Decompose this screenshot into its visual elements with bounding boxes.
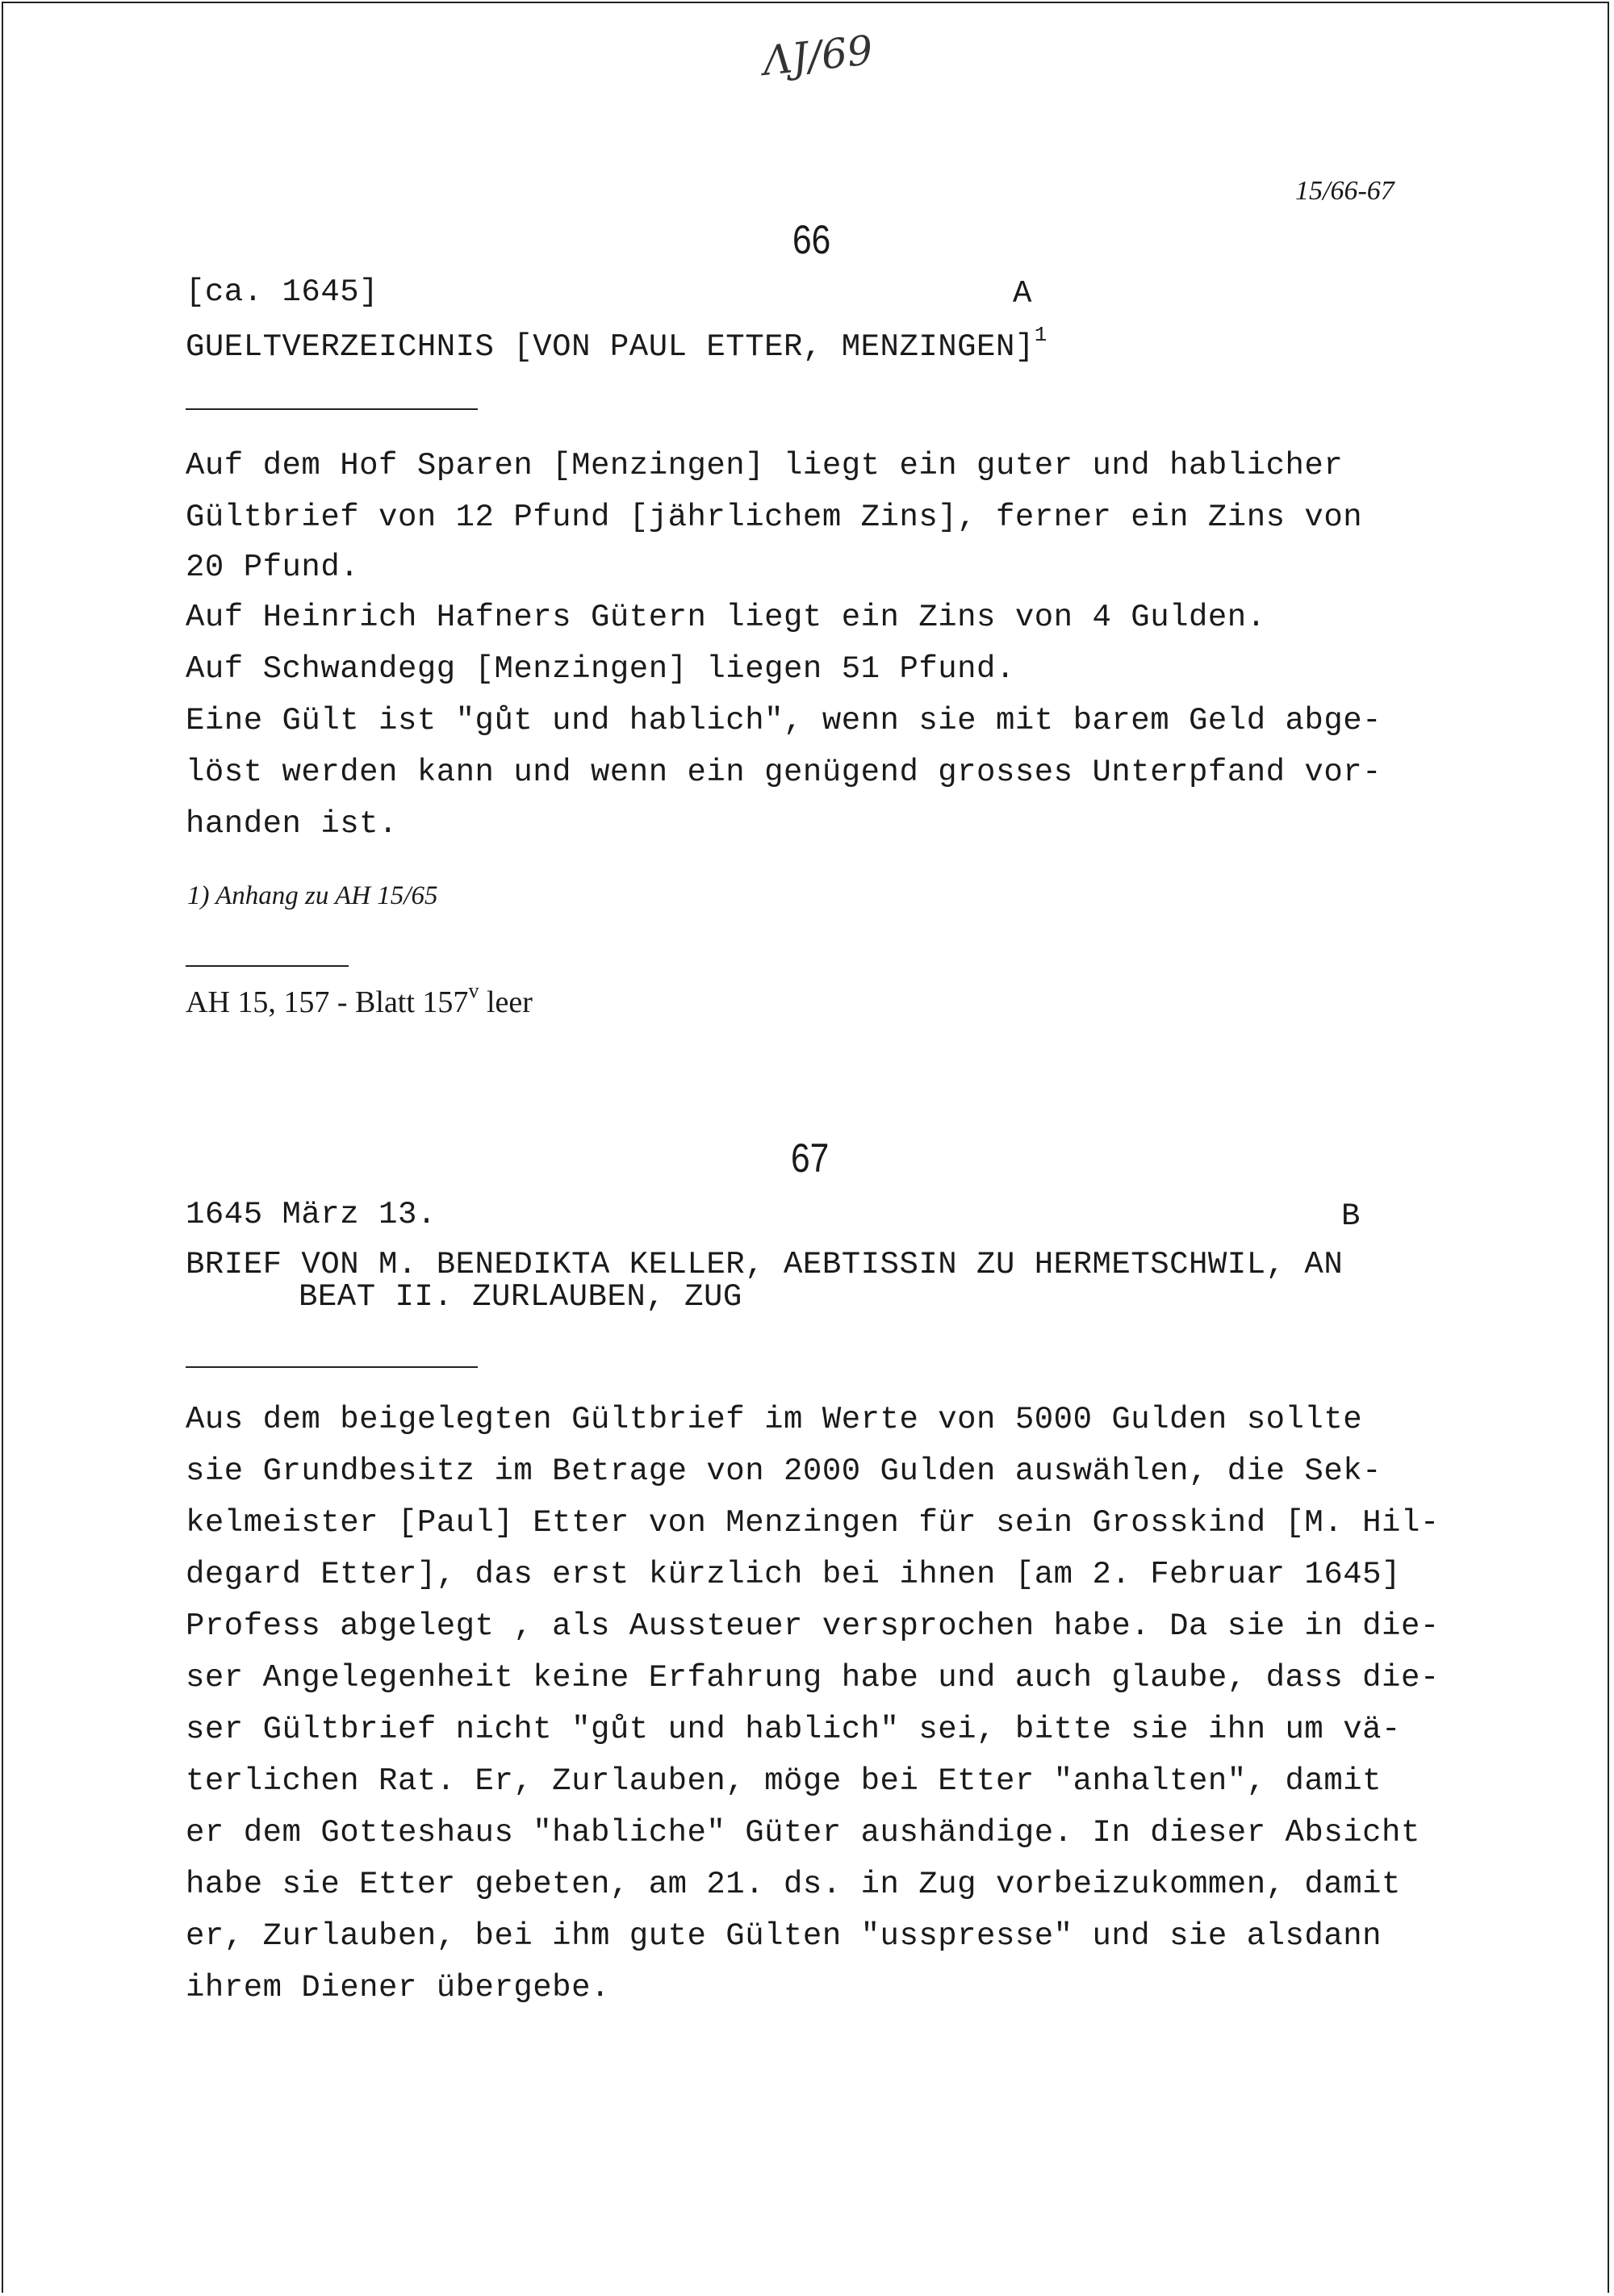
entry-a-source [186,979,533,1020]
entry-b-line: habe sie Etter gebeten, am 21. ds. in Zug vorbeizukommen, damit [186,1867,1401,1902]
entry-a-body [186,440,1469,850]
page-reference: 15/66-67 [1295,176,1394,206]
entry-a-line: löst werden kann und wenn ein genügend grosses Unterpfand vor- [186,755,1382,790]
entry-a-line: Auf dem Hof Sparen [Menzingen] liegt ein guter und hablicher [186,448,1344,483]
entry-b-line: Profess abgelegt , als Aussteuer versprochen habe. Da sie in die- [186,1608,1440,1644]
entry-a-line: Gültbrief von 12 Pfund [jährlichem Zins], ferner ein Zins von [186,500,1363,535]
entry-b-line: ihrem Diener übergebe. [186,1970,610,2005]
entry-b-line: er, Zurlauben, bei ihm gute Gülten "usspresse" und sie alsdann [186,1918,1382,1954]
document-number-67: 67 [791,1135,830,1181]
entry-a-line: Auf Heinrich Hafners Gütern liegt ein Zins von 4 Gulden. [186,600,1266,635]
entry-b-title-line2: BEAT II. ZURLAUBEN, ZUG [299,1279,742,1315]
entry-a-letter: A [1013,276,1032,312]
entry-b-line: Aus dem beigelegten Gültbrief im Werte von 5000 Gulden sollte [186,1402,1363,1437]
entry-b-line: degard Etter], das erst kürzlich bei ihnen [am 2. Februar 1645] [186,1557,1401,1592]
entry-a-footnote: 1) Anhang zu AH 15/65 [187,881,438,910]
entry-b-line: er dem Gotteshaus "habliche" Güter aushändige. In dieser Absicht [186,1815,1420,1851]
entry-b-line: ser Angelegenheit keine Erfahrung habe und auch glaube, dass die- [186,1660,1440,1696]
entry-b-line: kelmeister [Paul] Etter von Menzingen für sein Grosskind [M. Hil- [186,1505,1440,1541]
entry-a-separator [186,408,478,410]
document-number-66: 66 [792,217,831,262]
entry-a-line: Auf Schwandegg [Menzingen] liegen 51 Pfund. [186,651,1015,687]
entry-b-separator [186,1366,478,1368]
entry-b-title-line1: BRIEF VON M. BENEDIKTA KELLER, AEBTISSIN ZU HERMETSCHWIL, AN [186,1247,1344,1282]
entry-a-line: 20 Pfund. [186,550,360,585]
entry-a-title-text: GUELTVERZEICHNIS [VON PAUL ETTER, MENZINGEN] [186,329,1035,365]
entry-a-title-footnote-mark: 1 [1034,323,1047,347]
entry-b-letter: B [1341,1198,1361,1234]
entry-a-title [186,323,1047,365]
entry-a-source-superscript: v [468,979,479,1002]
entry-a-source-suffix: leer [479,985,533,1019]
entry-a-line: Eine Gült ist "gůt und hablich", wenn sie mit barem Geld abge- [186,703,1382,738]
entry-a-date: [ca. 1645] [186,274,379,310]
entry-b-line: terlichen Rat. Er, Zurlauben, möge bei Etter "anhalten", damit [186,1763,1382,1799]
entry-b-line: sie Grundbesitz im Betrage von 2000 Gulden auswählen, die Sek- [186,1453,1382,1489]
entry-a-source-prefix: AH 15, 157 - Blatt 157 [186,985,469,1019]
entry-a-line: handen ist. [186,806,398,842]
entry-b-date: 1645 März 13. [186,1197,437,1232]
entry-b-body [186,1394,1469,2014]
entry-b-line: ser Gültbrief nicht "gůt und hablich" sei, bitte sie ihn um vä- [186,1712,1401,1747]
entry-a-source-separator [186,965,349,967]
handwritten-archive-mark: ɅJ/69 [760,27,876,85]
